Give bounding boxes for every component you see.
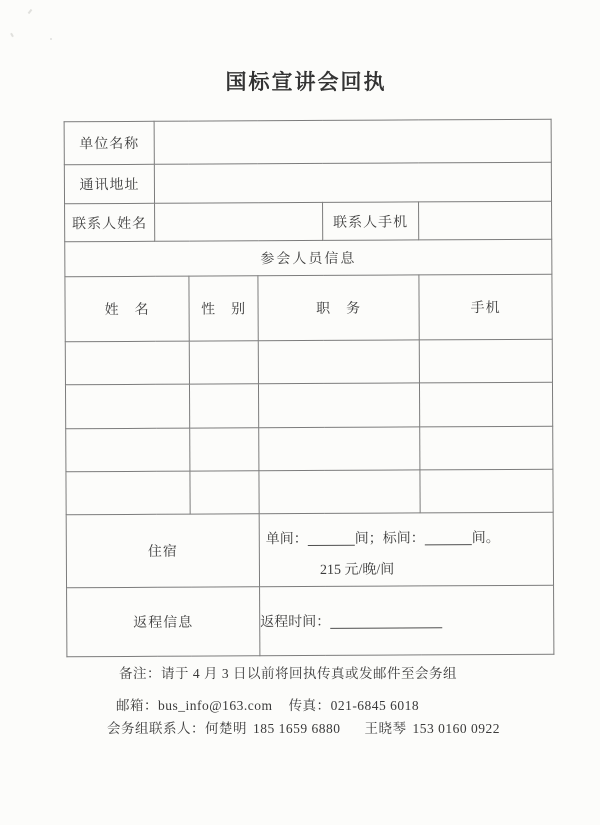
scan-speck <box>10 33 14 37</box>
participant-position-cell <box>258 383 419 428</box>
col-header-name: 姓 名 <box>65 276 189 342</box>
email-value: bus_info@163.com <box>158 698 273 713</box>
lodging-content-cell <box>259 512 553 587</box>
reply-form-table <box>64 119 555 658</box>
lodging-row <box>66 512 553 588</box>
contact-name-value-cell <box>155 202 323 241</box>
participant-mobile-cell <box>420 469 553 513</box>
col-header-position: 职 务 <box>258 275 419 341</box>
participant-position-cell <box>259 427 420 471</box>
contact-mobile-label: 联系人手机 <box>323 202 419 241</box>
fax-value: 021-6845 6018 <box>330 698 420 713</box>
participants-section-row <box>65 239 552 277</box>
page-title: 国标宣讲会回执 <box>225 70 387 94</box>
standard-room-label: 标间： <box>382 531 425 547</box>
unit-name-label: 单位名称 <box>64 121 154 164</box>
fax-label: 传真： <box>288 698 331 713</box>
participant-gender-cell <box>190 428 259 471</box>
participant-gender-cell <box>190 471 259 514</box>
single-room-suffix: 间； <box>354 531 383 547</box>
remark-line: 备注：请于 4 月 3 日以前将回执传真或发邮件至会务组 <box>119 666 457 681</box>
room-price-text: 215 元/晚/间 <box>319 562 395 578</box>
col-header-gender: 性 别 <box>189 276 258 341</box>
participant-mobile-cell <box>419 382 552 427</box>
lodging-room-counts-line <box>260 519 553 551</box>
return-info-content-cell <box>260 585 554 656</box>
contact2-phone: 153 0160 0922 <box>412 721 500 736</box>
return-time-label: 返程时间： <box>260 614 331 631</box>
contact1-phone: 185 1659 6880 <box>253 721 341 736</box>
single-room-count-blank <box>308 533 355 546</box>
contacts-label: 会务组联系人： <box>107 721 205 736</box>
scan-speck <box>50 38 52 40</box>
contact-row <box>65 201 552 242</box>
participant-name-cell <box>66 471 190 515</box>
email-label: 邮箱： <box>116 698 158 713</box>
contact2-name: 王晓琴 <box>364 721 407 736</box>
participant-gender-cell <box>189 341 258 384</box>
standard-room-count-blank <box>425 532 472 545</box>
scan-speck <box>28 9 33 14</box>
participants-header-row <box>65 274 552 342</box>
participant-name-cell <box>66 428 190 472</box>
contacts-line <box>107 717 500 737</box>
participant-mobile-cell <box>419 339 552 383</box>
participants-section-header: 参会人员信息 <box>65 239 552 277</box>
participant-name-cell <box>65 384 189 429</box>
lodging-label: 住宿 <box>66 514 259 588</box>
participant-gender-cell <box>189 384 258 428</box>
address-row <box>64 162 551 204</box>
participant-row <box>66 469 553 515</box>
address-value-cell <box>154 162 551 203</box>
col-header-mobile: 手机 <box>419 274 552 340</box>
single-room-label: 单间： <box>265 532 308 548</box>
participant-row <box>65 382 552 429</box>
standard-room-suffix: 间。 <box>471 531 500 547</box>
unit-name-row <box>64 119 551 165</box>
return-info-row <box>67 585 554 657</box>
return-info-label: 返程信息 <box>67 587 260 657</box>
participant-row <box>66 426 553 472</box>
email-fax-line <box>116 694 419 714</box>
return-time-blank <box>330 615 442 629</box>
participant-row <box>65 339 552 385</box>
contact-name-label: 联系人姓名 <box>65 203 155 241</box>
participant-name-cell <box>65 341 189 385</box>
contact1-name: 何楚明 <box>205 721 247 736</box>
address-label: 通讯地址 <box>64 164 154 203</box>
contact-mobile-value-cell <box>419 201 552 240</box>
participant-mobile-cell <box>420 426 553 470</box>
participant-position-cell <box>259 470 420 514</box>
participant-position-cell <box>258 340 419 384</box>
unit-name-value-cell <box>154 119 551 164</box>
